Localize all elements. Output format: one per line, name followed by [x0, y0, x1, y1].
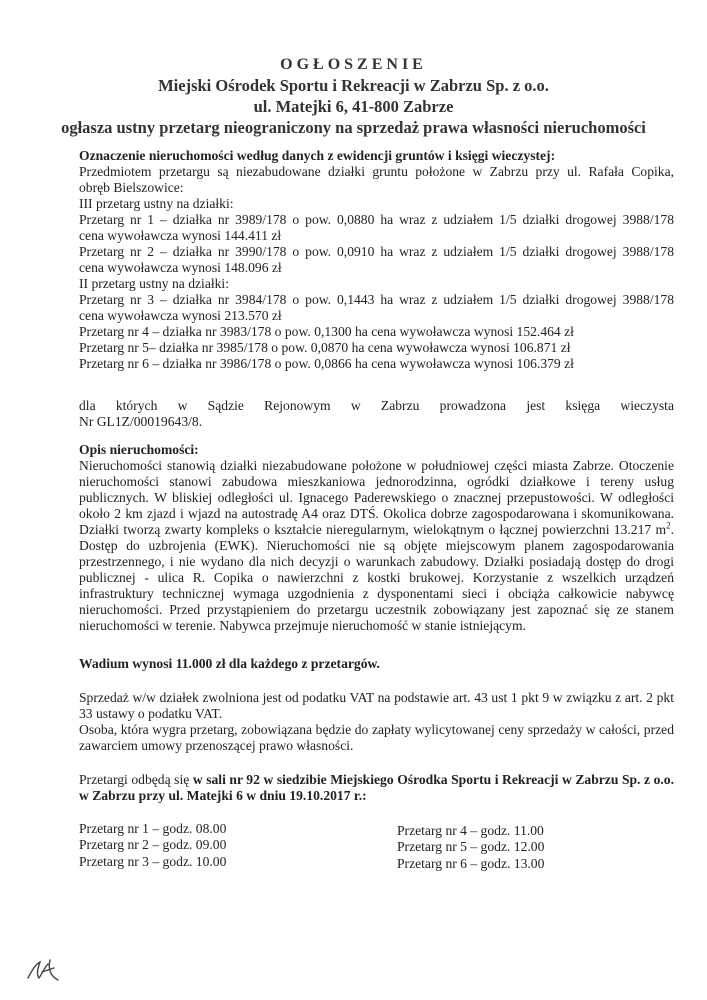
designation-line: III przetarg ustny na działki:: [79, 196, 234, 211]
land-register-number: Nr GL1Z/00019643/8.: [79, 414, 203, 429]
organization-address: ul. Matejki 6, 41-800 Zabrze: [253, 97, 454, 116]
venue-prefix: Przetargi odbędą się: [79, 772, 193, 787]
price-line: cena wywoławcza wynosi 148.096 zł: [79, 260, 282, 275]
venue-info: [79, 772, 674, 804]
description-text-part: Nieruchomości stanowią działki niezabudowane położone w południowej części miasta Zabrze. Otoczenie nieruchomości stanowi zabudowa mieszkaniowa jednorodzinna, ogródki działkowe i tereny usług publicznych. W bliskiej odległości ul. Ignacego Paderewskiego o znacznej przepustowości. W odległości około 2 km zjazd i wjazd na autostradę A4 oraz DTŚ. Okolica dobrze zagospodarowana i skomunikowana. Działki tworzą zwarty kompleks o kształcie nieregularnym, wielokątnym o łącznej powierzchni 13.217 m: [79, 458, 674, 537]
vat-and-payment: [79, 690, 674, 754]
description-section: [79, 442, 674, 634]
description-text: [79, 458, 674, 634]
organization-name: Miejski Ośrodek Sportu i Rekreacji w Zabrzu Sp. z o.o.: [158, 76, 549, 95]
handwritten-initials: [24, 954, 64, 984]
announcement-subject: ogłasza ustny przetarg nieograniczony na sprzedaż prawa własności nieruchomości: [61, 118, 646, 137]
plot-line: Przetarg nr 3 – działka nr 3984/178 o pow. 0,1443 ha wraz z udziałem 1/5 działki drogowej 3988/178: [79, 292, 674, 307]
venue-details: w sali nr 92 w siedzibie Miejskiego Ośrodka Sportu i Rekreacji w Zabrzu Sp. z o.o. w Zabrzu przy ul. Matejki 6 w dniu 19.10.2017 r.:: [79, 772, 674, 803]
land-register-note: [79, 398, 674, 430]
price-line: cena wywoławcza wynosi 144.411 zł: [79, 228, 282, 243]
plot-line: Przetarg nr 6 – działka nr 3986/178 o pow. 0,0866 ha cena wywoławcza wynosi 106.379 zł: [79, 356, 574, 371]
payment-info: Osoba, która wygra przetarg, zobowiązana będzie do zapłaty wylicytowanej ceny sprzedaży w całości, przed zawarciem umowy przenoszącej prawo własności.: [79, 722, 674, 753]
description-text-part: . Dostęp do uzbrojenia (EWK). Nieruchomości nie są objęte miejscowym planem zagospodarowania przestrzennego, i nie wydano dla nich decyzji o warunkach zabudowy. Działki posiadają dostęp do drogi publicznej - ulica R. Copika o nawierzchni z kostki brukowej. Korzystanie z wszelkich urządzeń infrastruktury technicznej wymaga uzgodnienia z dysponentami sieci i obciąża całkowicie nabywcę nieruchomości. Przed przystąpieniem do przetargu uczestnik zobowiązany jest zapoznać się ze stanem nieruchomości w terenie. Nabywca przejmuje nieruchomość w stanie istniejącym.: [79, 522, 674, 633]
schedule-left: [79, 821, 226, 870]
venue-text: [79, 772, 674, 804]
schedule-item: Przetarg nr 4 – godz. 11.00: [397, 823, 544, 838]
schedule-right: [397, 823, 544, 872]
designation-heading: Oznaczenie nieruchomości według danych z ewidencji gruntów i księgi wieczystej:: [79, 148, 556, 163]
plot-line: Przetarg nr 5– działka nr 3985/178 o pow. 0,0870 ha cena wywoławcza wynosi 106.871 zł: [79, 340, 571, 355]
schedule-item: Przetarg nr 1 – godz. 08.00: [79, 821, 227, 836]
designation-line: II przetarg ustny na działki:: [79, 276, 229, 291]
superscript: 2: [666, 520, 671, 531]
plot-line: Przetarg nr 2 – działka nr 3990/178 o pow. 0,0910 ha wraz z udziałem 1/5 działki drogowej 3988/178: [79, 244, 674, 259]
announcement-header: [40, 54, 667, 138]
deposit-info: Wadium wynosi 11.000 zł dla każdego z przetargów.: [79, 656, 380, 671]
description-heading: Opis nieruchomości:: [79, 442, 199, 457]
designation-line: Przedmiotem przetargu są niezabudowane działki gruntu położone w Zabrzu przy ul. Rafała Copika,: [79, 164, 674, 179]
schedule-item: Przetarg nr 2 – godz. 09.00: [79, 837, 227, 853]
schedule-item: Przetarg nr 3 – godz. 10.00: [79, 853, 227, 869]
designation-section: [79, 148, 674, 372]
land-register-line: dla których w Sądzie Rejonowym w Zabrzu prowadzona jest księga wieczysta: [79, 398, 674, 413]
schedule-item: Przetarg nr 5 – godz. 12.00: [397, 839, 545, 855]
announcement-title: OGŁOSZENIE: [280, 56, 427, 73]
plot-line: Przetarg nr 1 – działka nr 3989/178 o pow. 0,0880 ha wraz z udziałem 1/5 działki drogowej 3988/178: [79, 212, 674, 227]
designation-line: obręb Bielszowice:: [79, 180, 184, 195]
vat-info: Sprzedaż w/w działek zwolniona jest od podatku VAT na podstawie art. 43 ust 1 pkt 9 w związku z art. 2 pkt 33 ustawy o podatku VAT.: [79, 690, 674, 721]
plot-line: Przetarg nr 4 – działka nr 3983/178 o pow. 0,1300 ha cena wywoławcza wynosi 152.464 zł: [79, 324, 574, 339]
schedule-item: Przetarg nr 6 – godz. 13.00: [397, 855, 545, 871]
price-line: cena wywoławcza wynosi 213.570 zł: [79, 308, 282, 323]
